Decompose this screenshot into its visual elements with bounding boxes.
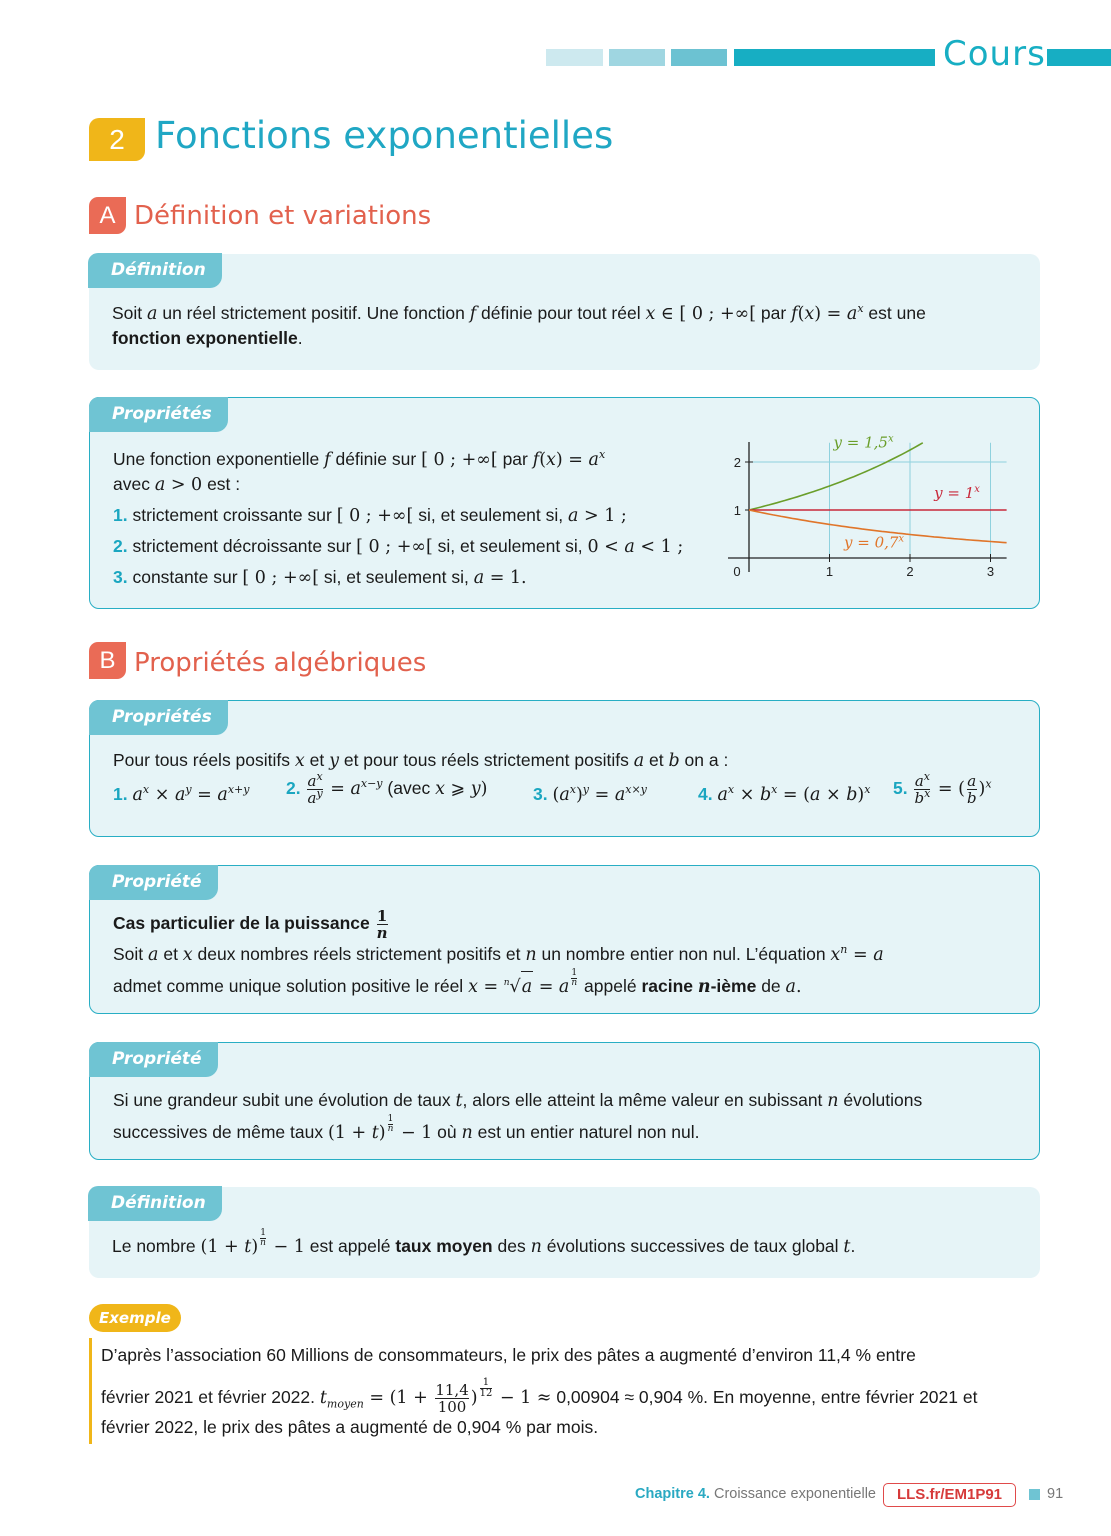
section-a-badge: A xyxy=(89,197,126,234)
definition-box-1 xyxy=(89,254,1040,370)
page-title: Fonctions exponentielles xyxy=(155,114,614,157)
algebra-formula-4: 4. $a^x \times b^x = (a \times b)^x$ xyxy=(698,783,871,805)
y-tick-label-2: 2 xyxy=(733,455,741,470)
property-item-2: 2. strictement décroissante sur [ 0 ; +∞[ si, et seulement si, 0 < a < 1 ; xyxy=(113,536,684,557)
property-box-3 xyxy=(89,865,1040,1014)
chapter-number-badge: 2 xyxy=(89,118,145,161)
nth-root-heading: Cas particulier de la puissance $\frac{1}{n}$ xyxy=(113,907,388,942)
header-bar-4 xyxy=(734,49,935,66)
footer-chapter-name: Croissance exponentielle xyxy=(709,1486,876,1502)
footer-square-icon xyxy=(1029,1489,1040,1500)
x-tick-label-0: 0 xyxy=(733,564,741,579)
properties-tag: Propriétés xyxy=(89,397,228,432)
footer-chapter xyxy=(635,1486,876,1502)
exponential-chart xyxy=(728,433,1028,590)
example-line-3: février 2022, le prix des pâtes a augmenté de 0,904 % par mois. xyxy=(101,1417,599,1437)
definition-tag: Définition xyxy=(88,1186,222,1221)
header-section-label: Cours xyxy=(943,34,1046,74)
property-box-4 xyxy=(89,1042,1040,1160)
example-tag: Exemple xyxy=(89,1304,181,1332)
property-tag: Propriété xyxy=(89,865,218,900)
header-bar-3 xyxy=(671,49,727,66)
curve-label-2: $y = 0,7^x$ xyxy=(843,533,905,552)
header-bar-1 xyxy=(546,49,603,66)
properties-box-2 xyxy=(89,700,1040,837)
average-rate-definition: Le nombre (1 + t) $^{\frac{1}{n}}$ − 1 est appelé taux moyen des n évolutions successives de taux global t. xyxy=(112,1228,856,1257)
footer-link[interactable]: LLS.fr/EM1P91 xyxy=(883,1483,1016,1507)
section-b-title: Propriétés algébriques xyxy=(134,648,427,678)
nth-root-line-2: admet comme unique solution positive le réel x = $^n$√a = a $^{\frac{1}{n}}$ appelé racine n-ième de a. xyxy=(113,969,802,1002)
algebra-formula-2: 2. $\frac{a^x}{a^y}$ = $a^{x-y}$ (avec x ⩾ y) xyxy=(286,770,488,807)
section-b-badge: B xyxy=(89,642,126,679)
properties-intro-1: Une fonction exponentielle f définie sur [ 0 ; +∞[ par $f(x) = a^x$ xyxy=(113,448,606,470)
footer-chapter-number: Chapitre 4. xyxy=(635,1486,710,1502)
x-tick-label-1: 1 xyxy=(825,564,834,579)
curve-label-0: $y = 1,5^x$ xyxy=(833,433,894,452)
definition-box-2 xyxy=(89,1187,1040,1278)
curve-label-1: $y = 1^x$ xyxy=(934,484,980,502)
x-tick-label-2: 2 xyxy=(906,564,914,579)
average-rate-line-1: Si une grandeur subit une évolution de taux t, alors elle atteint la même valeur en subissant n évolutions xyxy=(113,1090,923,1111)
algebra-intro: Pour tous réels positifs x et y et pour tous réels strictement positifs a et b on a : xyxy=(113,750,729,771)
algebra-formula-3: 3. $(a^x)^y = a^{x\times y}$ xyxy=(533,783,647,805)
properties-box-1 xyxy=(89,397,1040,609)
algebra-formula-5: 5. $\frac{a^x}{b^x}$ = ( $\frac{a}{b}$ )$^x$ xyxy=(893,770,992,807)
x-tick-label-3: 3 xyxy=(986,564,995,579)
properties-tag: Propriétés xyxy=(89,700,228,735)
header-bar-5 xyxy=(1047,49,1111,66)
curve-0 xyxy=(749,443,923,510)
property-item-1: 1. strictement croissante sur [ 0 ; +∞[ si, et seulement si, a > 1 ; xyxy=(113,505,627,526)
nth-root-line-1: Soit a et x deux nombres réels strictement positifs et n un nombre entier non nul. L’équation $x^n = a$ xyxy=(113,943,884,965)
algebra-formula-1: 1. $a^x \times a^y = a^{x+y}$ xyxy=(113,783,250,805)
header-bar-2 xyxy=(609,49,665,66)
definition-text-line-2: fonction exponentielle. xyxy=(112,328,303,348)
example-bar xyxy=(89,1338,92,1444)
properties-intro-2: avec a > 0 est : xyxy=(113,474,241,495)
page-number: 91 xyxy=(1047,1486,1064,1502)
definition-tag: Définition xyxy=(88,253,222,288)
y-tick-label-1: 1 xyxy=(733,503,741,518)
average-rate-line-2: successives de même taux (1 + t) $^{\frac{1}{n}}$ − 1 où n est un entier naturel non nul. xyxy=(113,1114,700,1143)
example-line-2: février 2021 et février 2022. $t_{moyen} = (1$ + $\frac{11,4}{100}$ ) $^{\frac{1}{12}}$ − 1 ≈ 0,00904 ≈ 0,904 %. En moyenne, entre février 2021 et xyxy=(101,1377,978,1416)
property-item-3: 3. constante sur [ 0 ; +∞[ si, et seulement si, a = 1. xyxy=(113,567,527,588)
section-a-title: Définition et variations xyxy=(134,201,432,231)
example-line-1: D’après l’association 60 Millions de consommateurs, le prix des pâtes a augmenté d’environ 11,4 % entre xyxy=(101,1345,916,1365)
property-tag: Propriété xyxy=(89,1042,218,1077)
definition-text-line-1: Soit a un réel strictement positif. Une fonction f définie pour tout réel x ∈ [ 0 ; +∞[ par $f(x) = a^x$ est une xyxy=(112,302,926,324)
